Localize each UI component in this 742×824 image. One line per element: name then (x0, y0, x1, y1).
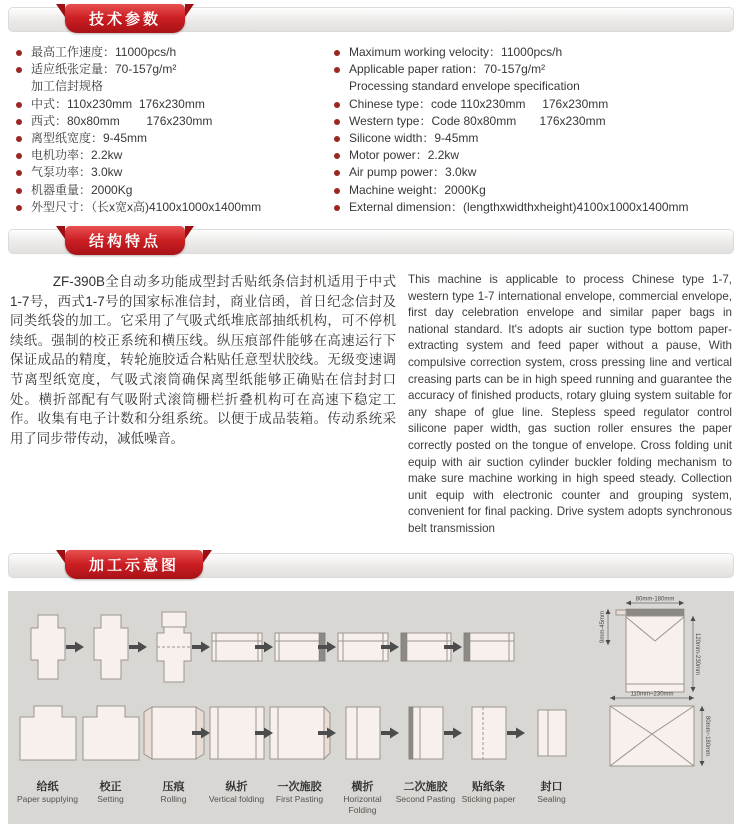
arrow-icon (506, 726, 526, 739)
spec-lists (0, 35, 742, 222)
spec-text: Processing standard envelope specification (349, 79, 580, 94)
label-row-filler (583, 777, 730, 816)
bullet-icon (334, 102, 340, 108)
spec-text: 离型纸宽度：9-45mm (31, 131, 148, 146)
process-step-label (331, 777, 394, 816)
spec-list-chinese (16, 44, 334, 216)
spec-text: 适应纸张定量：70-157g/m² (31, 62, 177, 77)
arrow-icon (317, 726, 337, 739)
spec-item (16, 44, 334, 61)
process-step-label (520, 777, 583, 816)
step-label-zh: 一次施胶 (277, 780, 322, 793)
spec-item (16, 61, 334, 78)
process-cell-bottom-1 (16, 689, 79, 777)
dimension-figure-western (583, 689, 730, 777)
bullet-icon (16, 102, 22, 108)
process-step-label (142, 777, 205, 816)
step-label-zh: 纵折 (225, 780, 248, 793)
process-cell-bottom-2 (79, 689, 142, 777)
step-label-en: First Pasting (275, 793, 324, 804)
step-label-zh: 横折 (351, 780, 374, 793)
bullet-icon (16, 188, 22, 194)
feature-paragraph-english: This machine is applicable to process Chinese type 1-7, western type 1-7 international envelope, commercial envelope, first day celebration envelope and similar paper bags in national standard. It's adopts air suction type bottom paper-extracting system and feed paper without a pause, With compulsive correction system, cross pressing line and vertical creasing parts can be in high speed running and guarantee the accuracy of finished products, rotary gluing system suitable for any shape of glue line. Stepless speed regulator control silicone paper width, gas suction roller ensures the paper correctly posted on the tongue of envelope. Cross folding unit equip with air suction cylinder buckler folding mechanism to make sure machine working in high speed steady. Collection unit equip with electronic counter and grouping system, convenient for final packing. Drive system adopts synchronous belt transmission (408, 273, 732, 535)
envelope-sticking-icon (471, 706, 507, 760)
svg-text:110mm~230mm: 110mm~230mm (629, 691, 674, 698)
spec-text: Maximum working velocity：11000pcs/h (349, 45, 563, 59)
page (0, 4, 742, 815)
dimension-figure-chinese (583, 596, 730, 689)
arrow-icon (380, 640, 400, 653)
ribbon-structure (65, 226, 185, 255)
process-step-label (16, 777, 79, 816)
spec-text: Chinese type：code 110x230mm 176x230mm (349, 96, 609, 111)
step-label-zh: 二次施胶 (403, 780, 448, 793)
arrow-icon (191, 726, 211, 739)
arrow-icon (380, 726, 400, 739)
bullet-icon (16, 119, 22, 125)
arrow-icon (128, 640, 148, 653)
step-label-zh: 贴纸条 (472, 780, 505, 793)
bullet-icon (16, 153, 22, 159)
bullet-icon (334, 170, 340, 176)
bullet-icon (334, 205, 340, 211)
bullet-icon (334, 67, 340, 73)
process-step-label (268, 777, 331, 816)
spec-text: Silicone width：9-45mm (349, 131, 479, 146)
step-label-en: Sealing (537, 793, 566, 804)
spec-item (16, 164, 334, 181)
process-grid (16, 596, 730, 816)
step-label-en: Paper supplying (17, 793, 78, 804)
spec-text: Air pump power：3.0kw (349, 165, 477, 180)
spec-item (334, 61, 734, 78)
arrow-icon (317, 640, 337, 653)
spec-text: Motor power：2.2kw (349, 148, 460, 163)
spec-item (16, 78, 334, 95)
bullet-icon (16, 205, 22, 211)
dimension-envelope-icon (596, 690, 718, 776)
bullet-icon (16, 50, 22, 56)
step-label-en: Horizontal Folding (343, 793, 382, 815)
step-label-en: Setting (97, 793, 124, 804)
spec-list-english (334, 44, 734, 216)
envelope-blank-icon (19, 705, 77, 761)
spec-text: Applicable paper ration：70-157g/m² (349, 62, 546, 77)
dimension-envelope-icon (596, 595, 718, 699)
spec-text: 电机功率：2.2kw (31, 148, 123, 163)
envelope-pasted-icon (408, 706, 444, 760)
spec-item (16, 199, 334, 216)
envelope-blank-icon (89, 614, 133, 680)
process-cell-top-8 (457, 605, 520, 689)
envelope-creased-icon (152, 611, 196, 683)
spec-text: 机器重量：2000Kg (31, 182, 133, 197)
spec-text: 最高工作速度：11000pcs/h (31, 45, 177, 59)
spec-item (334, 147, 734, 164)
bullet-icon (334, 188, 340, 194)
step-label-en: Vertical folding (208, 793, 265, 804)
step-label-en: Sticking paper (461, 793, 516, 804)
arrow-icon (254, 640, 274, 653)
bullet-icon (334, 50, 340, 56)
spec-item (334, 164, 734, 181)
spec-item (334, 78, 734, 95)
svg-text:80mm~180mm: 80mm~180mm (703, 715, 710, 756)
spec-text: External dimension：(lengthxwidthxheight)4100x1000x1400mm (349, 199, 689, 214)
arrow-icon (254, 726, 274, 739)
spec-text: 西式：80x80mm 176x230mm (31, 113, 213, 128)
spec-item (334, 96, 734, 113)
feature-paragraph-chinese: ZF-390B全自动多功能成型封舌贴纸条信封机适用于中式1-7号，西式1-7号的国家标准信封，商业信函，首日纪念信封及同类纸袋的加工。它采用了气吸式纸堆底部抽纸机构，可不停机续纸。强制的校正系统和横压线。纵压痕部件能够在高速运行下保证成品的精度，转轮施胶适合粘贴任意型状胶线。无级变速调节离型纸宽度，气吸式滚筒确保离型纸能够正确贴在信封封口处。横折部配有气吸附式滚筒栅栏折叠机构可在高速下稳定工作。收集有电子计数和分组系统。以便于成品装箱。传动系统采用了同步带传动，减低噪音。 (10, 274, 396, 446)
section-banner-structure (8, 226, 734, 257)
spec-text: 外型尺寸：（长x宽x高)4100x1000x1400mm (31, 199, 262, 214)
spec-text: 中式：110x230mm 176x230mm (31, 96, 205, 111)
envelope-blank-icon (82, 705, 140, 761)
spec-item (334, 199, 734, 216)
spec-text: Western type：Code 80x80mm 176x230mm (349, 113, 606, 128)
feature-paragraphs (0, 257, 742, 546)
step-label-zh: 压痕 (162, 780, 185, 793)
spec-text: 加工信封规格 (31, 79, 104, 94)
section-title-process: 加工示意图 (89, 556, 180, 574)
envelope-blank-icon (26, 614, 70, 680)
envelope-sticking-icon (463, 632, 515, 662)
bullet-icon (16, 170, 22, 176)
spec-item (334, 182, 734, 199)
bullet-icon (334, 119, 340, 125)
spec-item (16, 182, 334, 199)
spec-item (16, 130, 334, 147)
process-cell-bottom-9 (520, 689, 583, 777)
bullet-icon (334, 153, 340, 159)
spec-item (16, 113, 334, 130)
spec-item (16, 147, 334, 164)
svg-text:9mm-45mm: 9mm-45mm (599, 610, 606, 643)
process-step-label (79, 777, 142, 816)
envelope-sealed-icon (537, 709, 567, 757)
arrow-icon (443, 726, 463, 739)
process-cell-top-9-empty (520, 605, 583, 689)
bullet-icon (16, 67, 22, 73)
process-step-label (205, 777, 268, 816)
envelope-folded-icon (345, 706, 381, 760)
section-title-tech: 技术参数 (89, 11, 162, 28)
section-banner-tech (8, 4, 734, 35)
arrow-icon (191, 640, 211, 653)
spec-item (334, 113, 734, 130)
arrow-icon (65, 640, 85, 653)
process-step-label (457, 777, 520, 816)
step-label-zh: 给纸 (36, 780, 59, 793)
process-diagram (8, 591, 734, 824)
spec-text: 气泵功率：3.0kw (31, 165, 123, 180)
bullet-icon (16, 136, 22, 142)
step-label-zh: 校正 (99, 780, 122, 793)
process-step-label (394, 777, 457, 816)
section-title-structure: 结构特点 (89, 233, 162, 251)
step-label-en: Second Pasting (395, 793, 456, 804)
arrow-icon (443, 640, 463, 653)
ribbon-process (65, 550, 203, 579)
spec-item (334, 130, 734, 147)
spec-item (334, 44, 734, 61)
step-label-zh: 封口 (540, 780, 563, 793)
spec-text: Machine weight：2000Kg (349, 182, 486, 197)
section-banner-process (8, 550, 734, 581)
bullet-icon (334, 136, 340, 142)
spec-item (16, 96, 334, 113)
step-label-en: Rolling (160, 793, 187, 804)
svg-text:120mm-230mm: 120mm-230mm (693, 632, 700, 675)
svg-text:80mm-180mm: 80mm-180mm (635, 596, 674, 603)
ribbon-tech (65, 4, 185, 33)
